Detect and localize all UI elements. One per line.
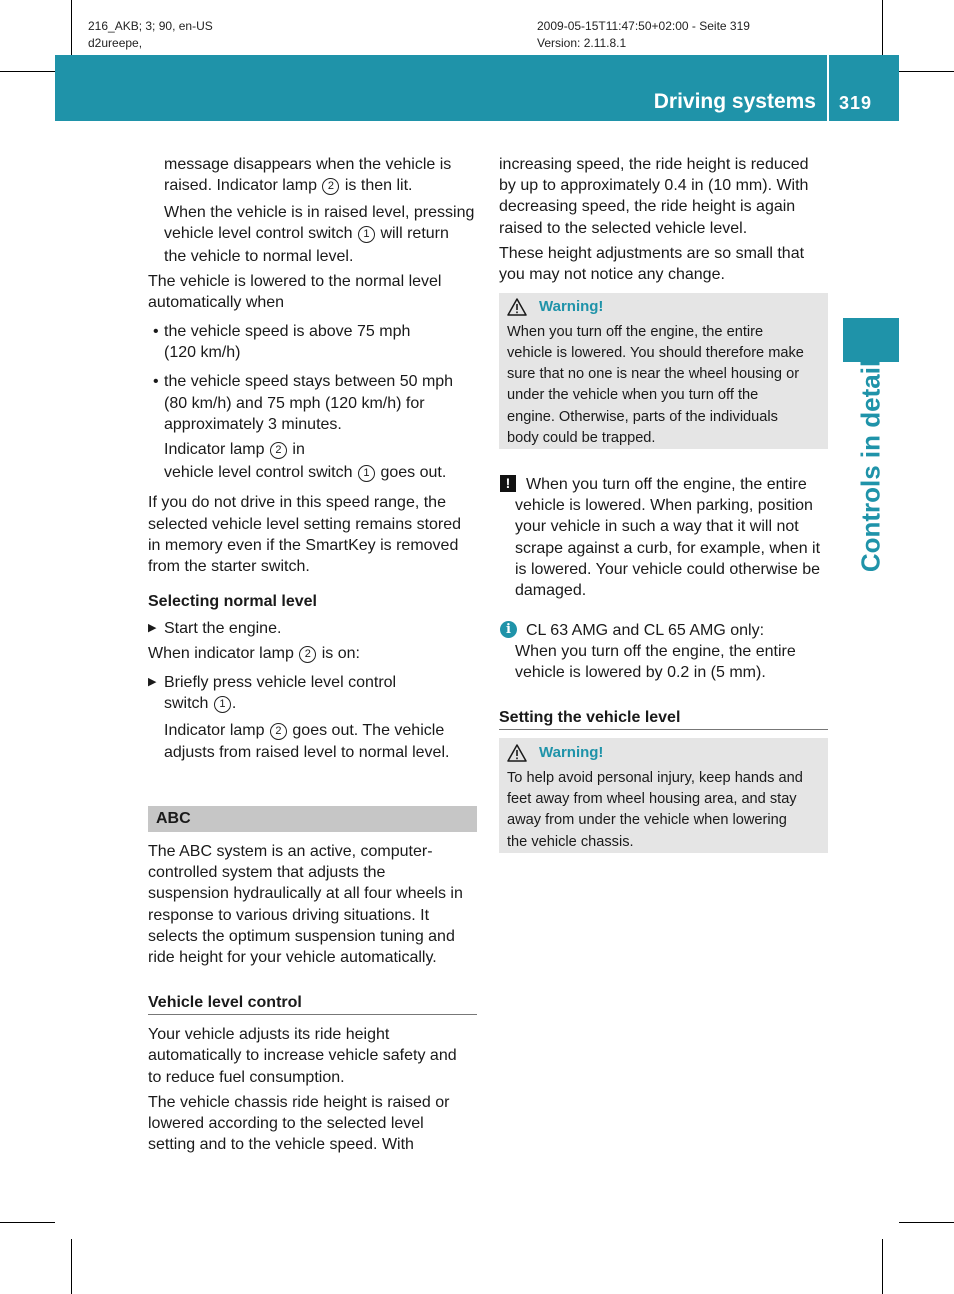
meta-left-line2: d2ureepe, [88,36,143,50]
warning-line: vehicle is lowered. You should therefore make [507,345,804,361]
info-line: When you turn off the engine, the entire [515,643,796,660]
bullet-line: (80 km/h) and 75 mph (120 km/h) for [164,395,425,412]
paragraph-line: controlled system that adjusts the [148,864,386,881]
text-fragment: Indicator lamp [164,441,265,458]
crop-mark [882,0,883,55]
header-divider [827,55,829,121]
paragraph-line: The ABC system is an active, computer- [148,843,433,860]
bullet-line: the vehicle speed stays between 50 mph [164,373,454,390]
paragraph-line: from the starter switch. [148,558,310,575]
warning-line: body could be trapped. [507,430,656,446]
paragraph-line: by up to approximately 0.4 in (10 mm). With [499,177,809,194]
text-fragment: goes out. [380,464,447,481]
paragraph-line: the vehicle to normal level. [164,248,354,265]
exclamation-icon: ! [500,475,516,492]
paragraph-line [148,643,360,664]
paragraph-line: message disappears when the vehicle is [164,156,452,173]
warning-line: To help avoid personal injury, keep hands and [507,770,803,786]
paragraph-line: setting and to the vehicle speed. With [148,1136,414,1153]
warning-line: When you turn off the engine, the entire [507,324,764,340]
paragraph-line [164,175,412,196]
paragraph-line: raised to the selected vehicle level. [499,220,748,237]
text-fragment: in [292,441,305,458]
step-arrow-icon: ▶ [148,676,157,688]
paragraph-line: selects the optimum suspension tuning and [148,928,455,945]
text-fragment: . [231,695,237,712]
paragraph-line: you may not notice any change. [499,266,725,283]
note-line: is lowered. Your vehicle could otherwise be [515,561,821,578]
heading-underline [148,1014,477,1015]
crop-mark [899,1222,954,1223]
subheading-setting-vehicle-level: Setting the vehicle level [499,709,681,726]
print-meta-left [88,18,213,52]
paragraph-line: lowered according to the selected level [148,1115,424,1132]
warning-line: sure that no one is near the wheel housing or [507,366,800,382]
note-line: When you turn off the engine, the entire [526,476,807,493]
note-line: your vehicle in such a way that it will not [515,518,799,535]
meta-left-line1: 216_AKB; 3; 90, en-US [88,19,213,33]
text-fragment: goes out. The vehicle [292,722,445,739]
indicator-lamp-2-icon: 2 [299,646,316,663]
note-line: scrape against a curb, for example, when it [515,540,821,557]
note-line: damaged. [515,582,587,599]
crop-mark [882,1239,883,1294]
warning-line: engine. Otherwise, parts of the individuals [507,409,778,425]
indicator-lamp-2-icon: 2 [270,723,287,740]
text-fragment: switch [164,695,209,712]
bullet-line: (120 km/h) [164,344,241,361]
paragraph-line [164,223,449,244]
warning-line: under the vehicle when you turn off the [507,387,759,403]
info-line: vehicle is lowered by 0.2 in (5 mm). [515,664,766,681]
indicator-lamp-2-icon: 2 [322,178,339,195]
paragraph-line: The vehicle chassis ride height is raised or [148,1094,450,1111]
crop-mark [71,1239,72,1294]
warning-line: away from under the vehicle when lowering [507,812,787,828]
text-fragment: is on: [321,645,360,662]
note-line: vehicle is lowered. When parking, position [515,497,813,514]
page-number: 319 [839,93,873,113]
subheading-selecting-normal-level: Selecting normal level [148,593,317,610]
warning-line: feet away from wheel housing area, and stay [507,791,797,807]
warning-triangle-icon [507,744,527,762]
info-line: CL 63 AMG and CL 65 AMG only: [526,622,765,639]
text-fragment: is then lit. [344,177,413,194]
warning-triangle-icon [507,298,527,316]
paragraph-line: If you do not drive in this speed range, the [148,494,446,511]
step-line: Briefly press vehicle level control [164,674,397,691]
text-fragment: raised. Indicator lamp [164,177,317,194]
step-line [164,693,236,714]
result-line [164,720,444,741]
paragraph-line: suspension hydraulically at all four wheels in [148,885,463,902]
text-fragment: When indicator lamp [148,645,294,662]
abc-heading-bar [148,806,477,832]
result-line [164,462,446,483]
switch-1-icon: 1 [358,226,375,243]
paragraph-line: selected vehicle level setting remains stored [148,516,462,533]
abc-heading: ABC [156,810,191,827]
warning-line: the vehicle chassis. [507,834,634,850]
bullet-line: approximately 3 minutes. [164,416,342,433]
step-line: Start the engine. [164,620,282,637]
paragraph-line: When the vehicle is in raised level, pressing [164,204,475,221]
text-fragment: Indicator lamp [164,722,265,739]
paragraph-line: The vehicle is lowered to the normal level [148,273,442,290]
paragraph-line: in memory even if the SmartKey is removed [148,537,459,554]
text-fragment: vehicle level control switch [164,464,353,481]
bullet-line: the vehicle speed is above 75 mph [164,323,411,340]
result-line: adjusts from raised level to normal level. [164,744,450,761]
switch-1-icon: 1 [358,465,375,482]
bullet-icon: • [153,323,159,340]
subheading-vehicle-level-control: Vehicle level control [148,994,302,1011]
warning-heading: Warning! [539,298,604,315]
text-fragment: vehicle level control switch [164,225,353,242]
print-meta-right [537,18,750,52]
crop-mark [899,71,954,72]
step-arrow-icon: ▶ [148,622,157,634]
section-title: Driving systems [653,90,816,113]
paragraph-line: to reduce fuel consumption. [148,1069,345,1086]
paragraph-line: automatically when [148,294,285,311]
result-line [164,439,305,460]
paragraph-line: These height adjustments are so small that [499,245,805,262]
info-icon: i [500,621,517,638]
side-tab-label: Controls in detail [855,359,886,573]
crop-mark [71,0,72,55]
paragraph-line: response to various driving situations. It [148,907,430,924]
paragraph-line: increasing speed, the ride height is reduced [499,156,809,173]
text-fragment: will return [380,225,449,242]
meta-right-line2: Version: 2.11.8.1 [537,36,627,50]
indicator-lamp-2-icon: 2 [270,442,287,459]
warning-heading: Warning! [539,744,604,761]
paragraph-line: Your vehicle adjusts its ride height [148,1026,390,1043]
crop-mark [0,1222,55,1223]
paragraph-line: decreasing speed, the ride height is again [499,198,796,215]
crop-mark [0,71,55,72]
heading-underline [499,729,828,730]
side-tab-block [843,318,899,362]
switch-1-icon: 1 [214,696,231,713]
paragraph-line: ride height for your vehicle automatically. [148,949,437,966]
meta-right-line1: 2009-05-15T11:47:50+02:00 - Seite 319 [537,19,750,33]
paragraph-line: automatically to increase vehicle safety and [148,1047,457,1064]
bullet-icon: • [153,373,159,390]
